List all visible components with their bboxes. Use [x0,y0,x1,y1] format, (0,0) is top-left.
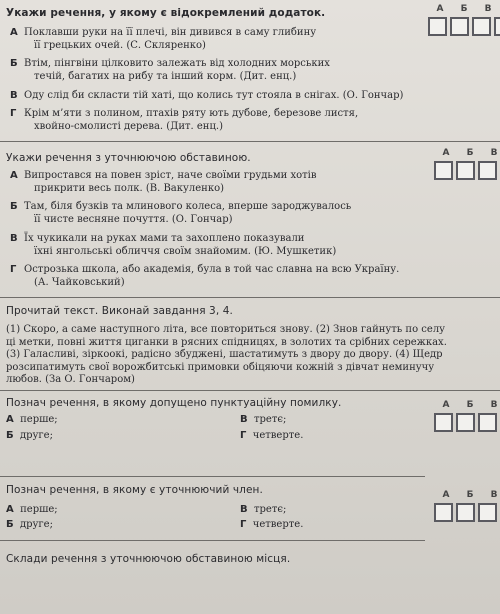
q2-option-b: Б Там, біля бузків та млинового колеса, вперше зароджувалось [10,201,352,212]
reading-passage: (1) Скоро, а саме наступного літа, все повториться знову. (2) Знов гайнуть по селу ці метки, повні життя циганки в рясних спідницях, в золотих та срібних сережках. (3) Галасливі, зіркоокі, радісно збуджені, шастатимуть з двору до двору. (4) Щедр розсипатимуть свої ворожбитські примовки обіцяючи кожній з дівчат неминучу любов. (За О. Гончаром) [6,324,447,385]
divider [0,476,425,477]
answer-box-a[interactable] [434,161,453,180]
q2-answer-grid[interactable] [434,148,500,182]
q3-option-b: Б друге; [6,430,53,441]
answer-box-a[interactable] [428,17,447,36]
answer-box-b[interactable] [450,17,469,36]
answer-header-v: В [484,4,492,14]
answer-box-b[interactable] [456,161,475,180]
q2-option-v: В Їх чукикали на руках мами та захоплено показували [10,233,305,244]
q1-title: Укажи речення, у якому є відокремлений додаток. [6,7,326,19]
q3-title: Познач речення, в якому допущено пунктуаційну помилку. [6,397,342,409]
divider [0,540,425,541]
answer-header-b: Б [460,4,468,14]
q3-option-v: В третє; [240,414,287,425]
answer-box-b[interactable] [456,413,475,432]
q2-title: Укажи речення з уточнюючою обставиною. [6,152,251,164]
q1-option-v: В Оду слід би скласти тій хаті, що колись тут стояла в снігах. (О. Гончар) [10,90,404,101]
answer-header-a: А [442,400,450,410]
answer-header-v: В [490,148,498,158]
answer-box-g[interactable] [494,17,500,36]
divider [0,390,500,391]
answer-box-v[interactable] [472,17,491,36]
q3-option-a: А перше; [6,414,58,425]
answer-box-b[interactable] [456,503,475,522]
divider [0,297,500,298]
answer-header-b: Б [466,148,474,158]
answer-box-v[interactable] [478,161,497,180]
q3-answer-grid[interactable] [434,400,500,434]
answer-box-v[interactable] [478,503,497,522]
q5-title: Склади речення з уточнюючою обставиною місця. [6,553,291,565]
reading-title: Прочитай текст. Виконай завдання 3, 4. [6,305,233,317]
q4-option-b: Б друге; [6,519,53,530]
answer-header-b: Б [466,490,474,500]
answer-header-b: Б [466,400,474,410]
q1-option-b: Б Втім, пінгвіни цілковито залежать від холодних морських [10,58,330,69]
answer-header-a: А [442,148,450,158]
answer-header-a: А [436,4,444,14]
answer-header-v: В [490,490,498,500]
q4-option-a: А перше; [6,504,58,515]
q1-option-a: А Поклавши руки на її плечі, він дивився в саму глибину [10,27,317,38]
answer-header-v: В [490,400,498,410]
q4-option-g: Г четверте. [240,519,304,530]
q4-title: Познач речення, в якому є уточнюючий член. [6,484,263,496]
answer-box-v[interactable] [478,413,497,432]
q4-answer-grid[interactable] [434,490,500,524]
q2-option-a: А Випростався на повен зріст, наче своїми грудьми хотів [10,170,317,181]
answer-header-a: А [442,490,450,500]
answer-box-a[interactable] [434,503,453,522]
q3-option-g: Г четверте. [240,430,304,441]
q4-option-v: В третє; [240,504,287,515]
q1-option-g: Г Крім м’яти з полином, птахів ряту ють дубове, березове листя, [10,108,359,119]
q1-answer-grid[interactable] [428,4,500,38]
answer-box-a[interactable] [434,413,453,432]
divider [0,141,500,142]
worksheet-page: Укажи речення, у якому є відокремлений додаток. А Б В А Поклавши руки на її плечі, він дивився в саму глибину її грецьких очей. (С. Скляренко) Б Втім, пінгвіни цілковито залежать від холодних морських течій, багатих на рибу та інший корм. (Дит. енц.) В Оду слід би скласти тій хаті, що колись тут стояла в снігах. (О. Гончар) Г Крім м’яти з полином, птахів ряту ють дубове, березове листя, хвойно-смолисті дерева. (Дит. енц.) Укажи речення з уточнюючою обставиною. А Б В А Випростався на повен зріст, наче своїми грудьми хотів прикрити весь полк. (В. Вакуленко) Б Там, біля бузків та млинового колеса, вперше зароджувалось її чисте весняне почуття. (О. Гончар) В Їх чукикали на руках мами та захоплено показували їхні янгольські обличчя своїм знайомим. (Ю. Мушкетик) Г Острозька школа, або академія, була в той час славна на всю Україну. (А. Чайковський) Прочитай текст. Виконай завдання 3, 4. (1) Скоро, а саме наступного літа, все повториться знову. (2) Знов гайнуть по селу ці метки, повні життя циганки в рясних спідницях, в золотих та срібних сережках. (3) Галасливі, зіркоокі, радісно збуджені, шастатимуть з двору до двору. (4) Щедр розсипатимуть свої ворожбитські примовки обіцяючи кожній з дівчат неминучу любов. (За О. Гончаром) Познач речення, в якому допущено пунктуаційну помилку. А Б В А перше; Б друге; В третє; Г четверте. Познач речення, в якому є уточнюючий член. А Б В А перше; Б друге; В третє; Г четверте. Склади речення з уточнюючою обставиною місця. [0,0,500,614]
q2-option-g: Г Острозька школа, або академія, була в той час славна на всю Україну. [10,264,400,275]
